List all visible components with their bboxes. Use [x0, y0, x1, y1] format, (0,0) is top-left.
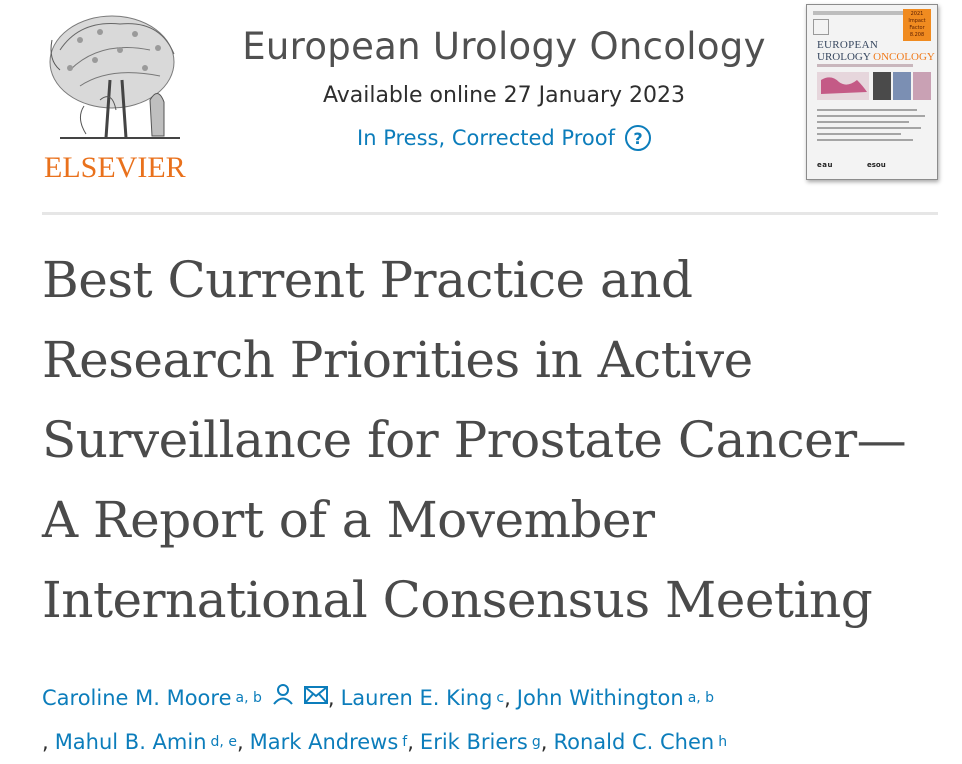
- author-list: [42, 676, 952, 764]
- cover-text-lines: [817, 109, 929, 145]
- author-line: Caroline M. Moore a, b , Lauren E. King c , John Withington a, b: [42, 676, 952, 720]
- cover-thumbnails: [817, 72, 931, 100]
- author-separator: ,: [504, 686, 511, 710]
- cover-footer-esou: esou: [867, 161, 886, 169]
- journal-info: [212, 18, 796, 152]
- author-separator: ,: [236, 730, 244, 754]
- article-title-line: International Consensus Meeting: [42, 571, 873, 629]
- person-icon[interactable]: [272, 676, 294, 720]
- author-line: , Mahul B. Amin d, e , Mark Andrews f , Erik Briers g , Ronald C. Chen h: [42, 720, 952, 764]
- article-status-link[interactable]: In Press, Corrected Proof: [357, 126, 615, 150]
- author-link[interactable]: John Withington: [516, 686, 684, 710]
- publisher-name[interactable]: ELSEVIER: [44, 151, 186, 184]
- cover-title-oncology: ONCOLOGY: [873, 51, 935, 63]
- author-link[interactable]: Lauren E. King: [340, 686, 493, 710]
- author-link[interactable]: Erik Briers: [419, 730, 528, 754]
- cover-logo-mark: [813, 19, 829, 35]
- header-divider: [42, 212, 938, 215]
- article-title: [42, 240, 942, 640]
- article-header: [0, 0, 962, 214]
- article-title-line: Best Current Practice and: [42, 251, 693, 309]
- cover-subtitle-bar: [817, 64, 913, 67]
- cover-topbar: [813, 11, 903, 15]
- cover-footer-eau: eau: [817, 161, 833, 169]
- article-title-line: A Report of a Movember: [42, 491, 655, 549]
- help-icon[interactable]: ?: [625, 125, 651, 151]
- journal-cover-image-icon[interactable]: [806, 4, 938, 180]
- cover-title-urology: UROLOGY: [817, 51, 871, 63]
- cover-title-line2: [817, 51, 935, 63]
- journal-title-link[interactable]: European Urology Oncology: [242, 25, 766, 68]
- mail-icon[interactable]: [304, 676, 328, 720]
- author-link[interactable]: Mark Andrews: [249, 730, 399, 754]
- author-separator: ,: [42, 730, 49, 754]
- author-link[interactable]: Ronald C. Chen: [553, 730, 715, 754]
- article-title-line: Surveillance for Prostate Cancer—: [42, 411, 907, 469]
- author-separator: ,: [540, 730, 548, 754]
- author-separator: ,: [327, 686, 335, 710]
- available-online-date: Available online 27 January 2023: [322, 83, 686, 108]
- author-link[interactable]: Caroline M. Moore: [42, 686, 232, 710]
- cover-title-line1: EUROPEAN: [817, 39, 879, 51]
- article-status-row: [357, 124, 651, 152]
- author-separator: ,: [407, 730, 414, 754]
- article-title-line: Research Priorities in Active: [42, 331, 753, 389]
- author-link[interactable]: Mahul B. Amin: [54, 730, 207, 754]
- cover-impact-badge: 2021 Impact Factor 8.208: [903, 9, 931, 41]
